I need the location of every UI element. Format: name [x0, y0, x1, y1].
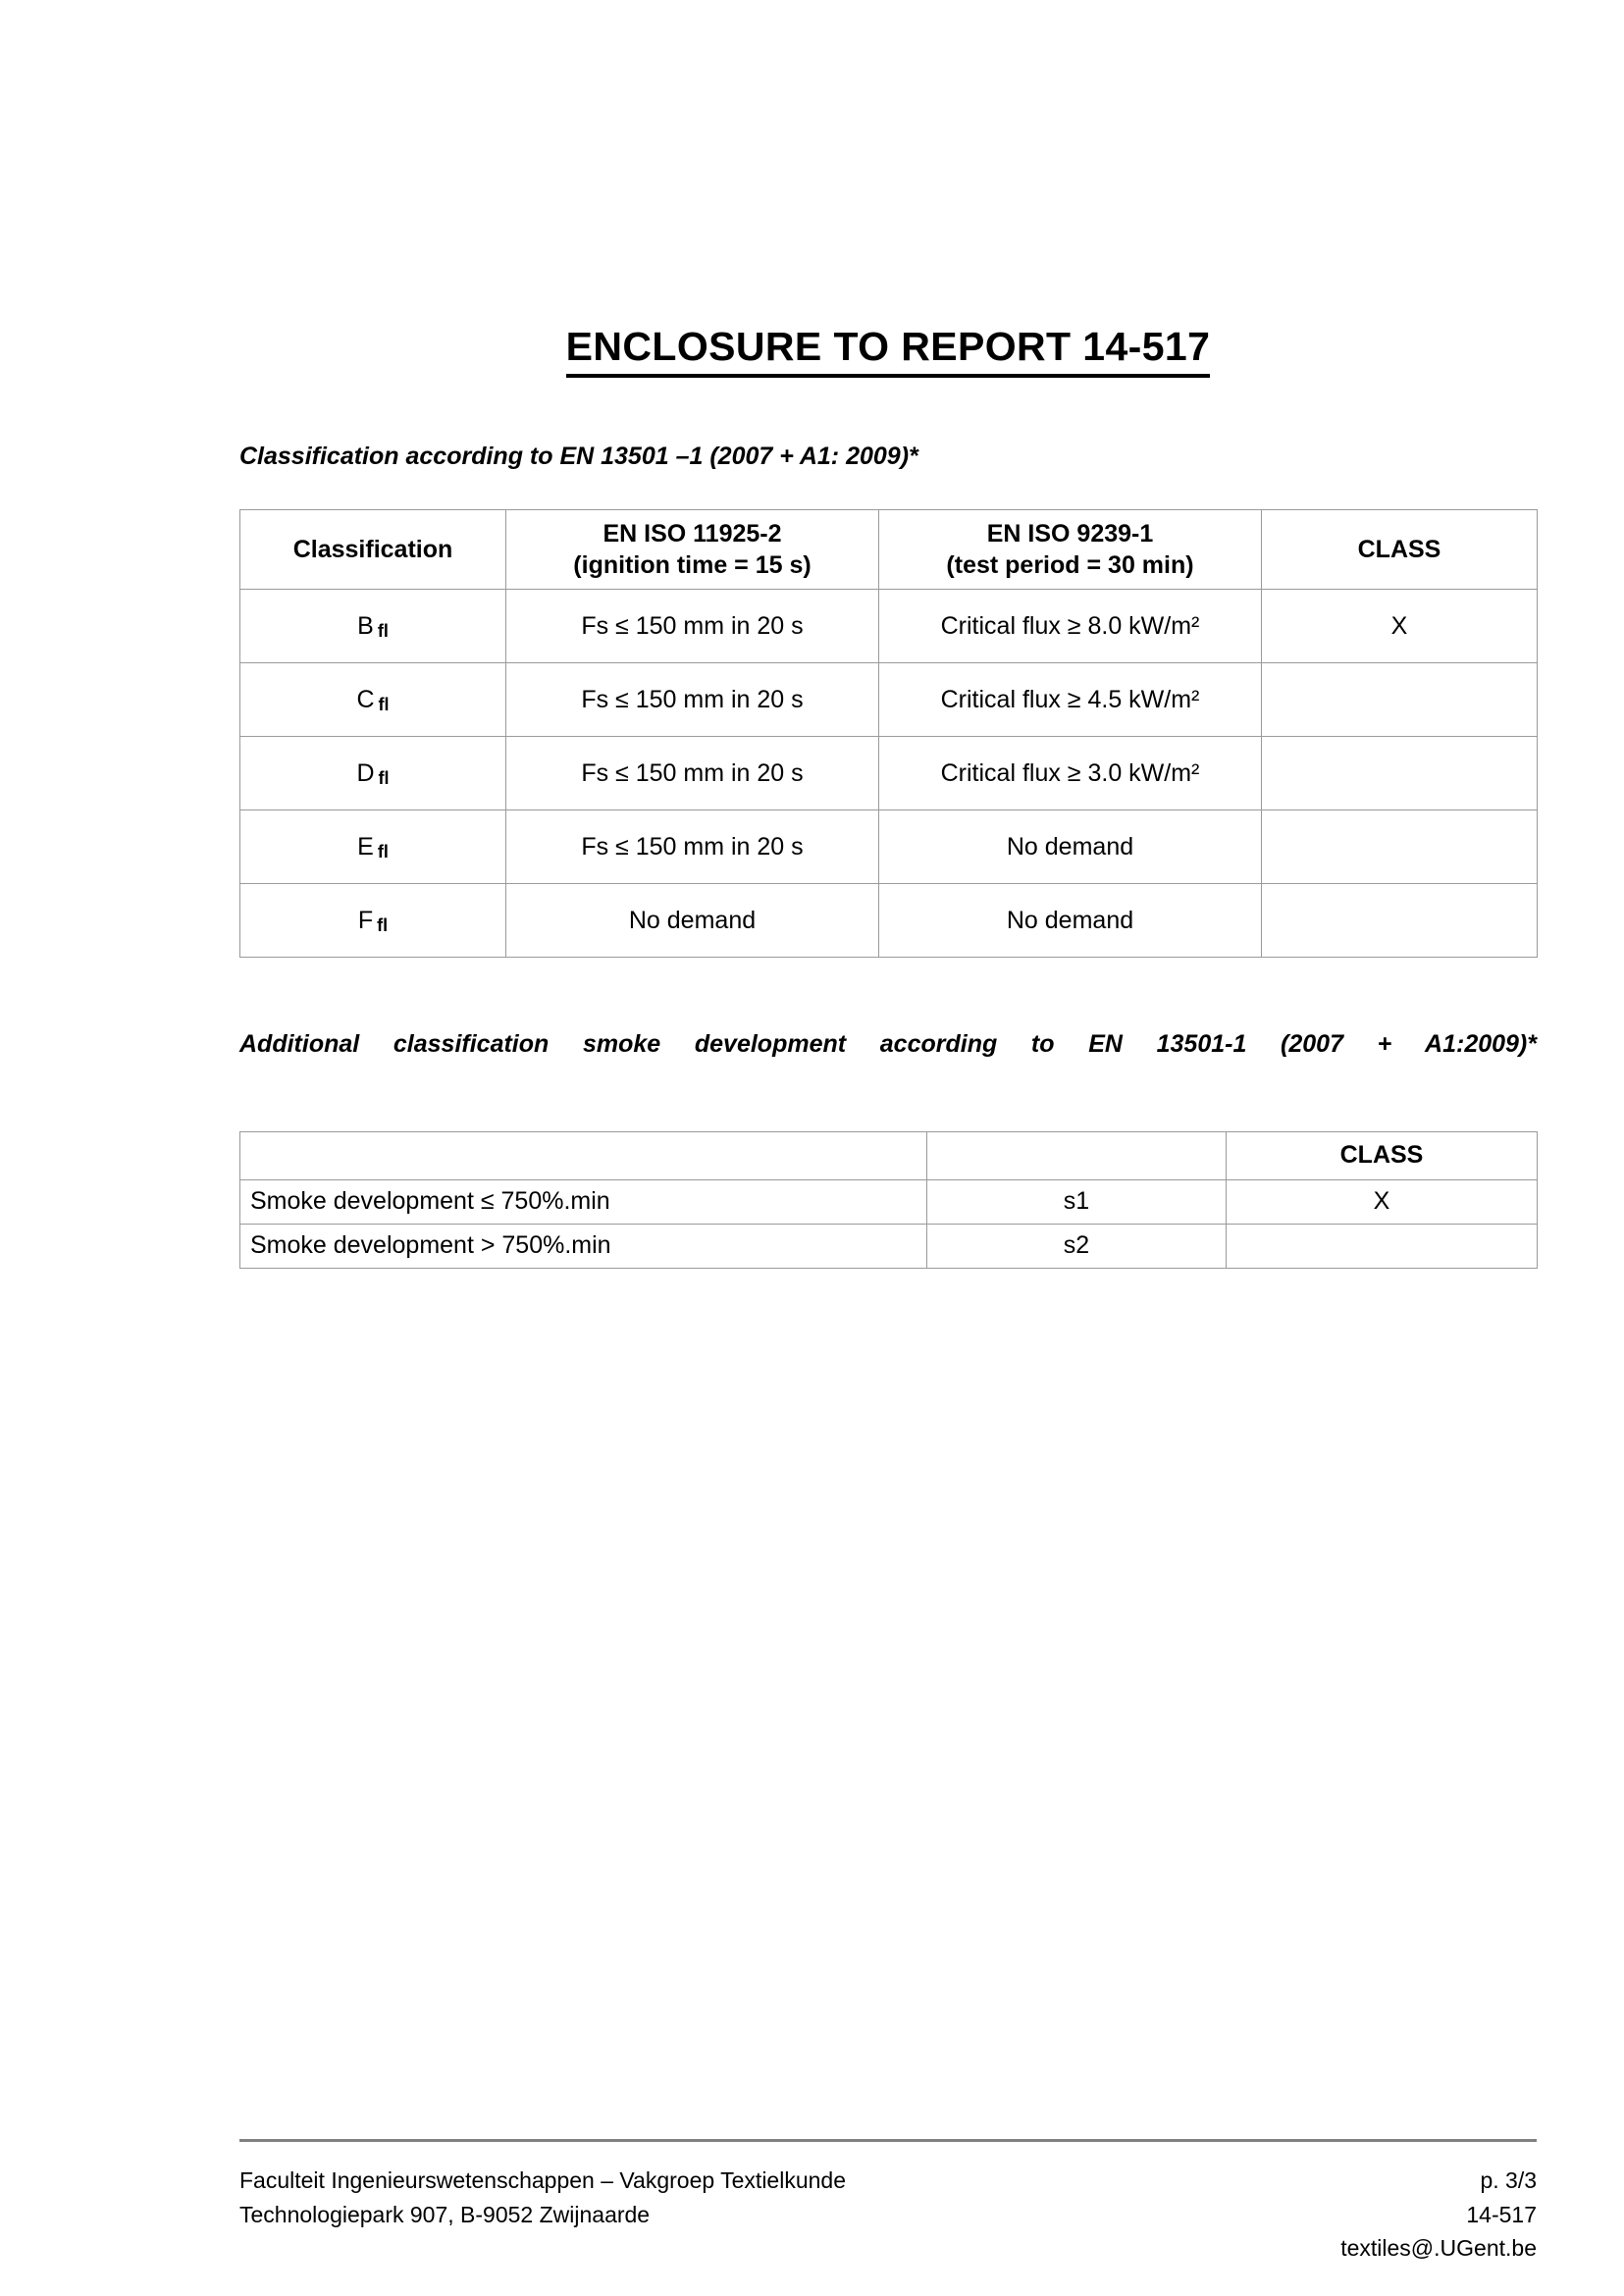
header-en-iso-9239-1-line2: (test period = 30 min) [946, 551, 1194, 580]
page-footer [239, 2139, 1537, 2266]
cell-smoke-description: Smoke development ≤ 750%.min [240, 1179, 927, 1224]
header-smoke-description [240, 1131, 927, 1179]
header-smoke-class: CLASS [1227, 1131, 1538, 1179]
footer-faculty: Faculteit Ingenieurswetenschappen – Vakgroep Textielkunde [239, 2167, 847, 2193]
classification-letter: E [357, 832, 374, 861]
table-row [240, 663, 1538, 737]
header-en-iso-11925-2 [506, 510, 879, 590]
smoke-development-table [239, 1131, 1538, 1269]
classification-subscript: fl [378, 694, 390, 714]
cell-smoke-code: s2 [927, 1224, 1227, 1268]
cell-smoke-class-mark [1227, 1224, 1538, 1268]
cell-class-mark [1262, 663, 1538, 737]
cell-class-mark [1262, 884, 1538, 958]
table-row [240, 737, 1538, 810]
footer-divider [239, 2139, 1537, 2142]
table-header-row [240, 1131, 1538, 1179]
table-header-row [240, 510, 1538, 590]
page-content [239, 0, 1537, 1269]
table-row [240, 1224, 1538, 1268]
classification-table [239, 509, 1538, 958]
cell-smoke-description: Smoke development > 750%.min [240, 1224, 927, 1268]
footer-page-number: p. 3/3 [1480, 2167, 1537, 2193]
header-en-iso-9239-1 [879, 510, 1262, 590]
cell-class-mark [1262, 810, 1538, 884]
header-class: CLASS [1262, 510, 1538, 590]
footer-street: Technologiepark 907, B-9052 Zwijnaarde [239, 2201, 651, 2227]
footer-email: textiles@.UGent.be [1340, 2235, 1537, 2261]
cell-classification [240, 737, 506, 810]
cell-ignition: Fs ≤ 150 mm in 20 s [506, 810, 879, 884]
classification-section-heading: Classification according to EN 13501 –1 (2007 + A1: 2009)* [239, 443, 918, 471]
table-row [240, 810, 1538, 884]
table-row [240, 1179, 1538, 1224]
classification-letter: F [357, 906, 374, 934]
cell-class-mark [1262, 737, 1538, 810]
cell-ignition: Fs ≤ 150 mm in 20 s [506, 663, 879, 737]
cell-ignition: Fs ≤ 150 mm in 20 s [506, 590, 879, 663]
cell-smoke-class-mark: X [1227, 1179, 1538, 1224]
cell-test-period: Critical flux ≥ 3.0 kW/m² [879, 737, 1262, 810]
header-en-iso-11925-2-line1: EN ISO 11925-2 [602, 520, 782, 548]
cell-test-period: No demand [879, 884, 1262, 958]
page-title [239, 324, 1537, 370]
cell-test-period: Critical flux ≥ 4.5 kW/m² [879, 663, 1262, 737]
cell-classification [240, 590, 506, 663]
footer-body [239, 2164, 1537, 2266]
classification-subscript: fl [377, 914, 389, 935]
header-smoke-code [927, 1131, 1227, 1179]
cell-ignition: Fs ≤ 150 mm in 20 s [506, 737, 879, 810]
classification-subscript: fl [377, 841, 389, 861]
classification-subscript: fl [377, 620, 389, 641]
header-en-iso-11925-2-line2: (ignition time = 15 s) [573, 551, 812, 580]
header-classification: Classification [240, 510, 506, 590]
classification-letter: D [356, 758, 375, 787]
cell-classification [240, 810, 506, 884]
table-row [240, 884, 1538, 958]
cell-ignition: No demand [506, 884, 879, 958]
table-row [240, 590, 1538, 663]
cell-smoke-code: s1 [927, 1179, 1227, 1224]
classification-letter: C [356, 685, 375, 713]
header-en-iso-9239-1-line1: EN ISO 9239-1 [986, 520, 1154, 548]
classification-letter: B [357, 611, 374, 640]
cell-class-mark: X [1262, 590, 1538, 663]
smoke-section-heading: Additional classification smoke development according to EN 13501-1 (2007 + A1:2009)* [239, 1030, 1537, 1059]
cell-classification [240, 663, 506, 737]
footer-address [239, 2164, 846, 2231]
cell-classification [240, 884, 506, 958]
footer-meta [1340, 2164, 1537, 2266]
cell-test-period: Critical flux ≥ 8.0 kW/m² [879, 590, 1262, 663]
footer-report-number: 14-517 [1466, 2201, 1537, 2227]
page-title-text: ENCLOSURE TO REPORT 14-517 [566, 324, 1211, 378]
classification-subscript: fl [378, 767, 390, 788]
cell-test-period: No demand [879, 810, 1262, 884]
